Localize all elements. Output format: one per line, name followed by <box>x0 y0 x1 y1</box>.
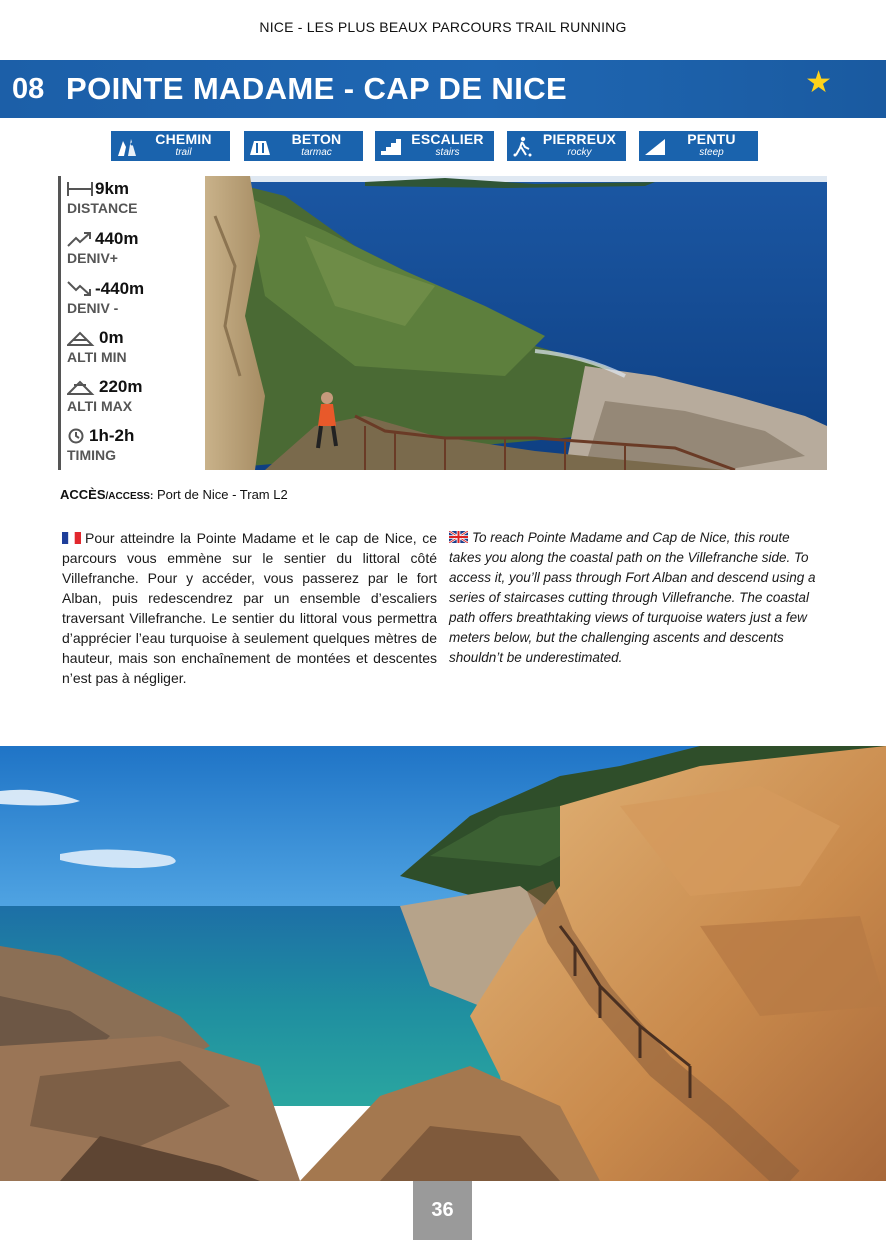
stat-distance <box>67 178 191 217</box>
stat-caption: ALTI MAX <box>67 398 133 414</box>
stat-timing <box>67 425 191 464</box>
rocky-icon <box>511 135 535 157</box>
stat-altitude-min <box>67 327 191 366</box>
description-en-text: To reach Pointe Madame and Cap de Nice, this route takes you along the coastal path on the Villefranche side. To access it, you’ll pass through Fort Alban and descend using a series of staircases cutting through Villefranche. The coastal path offers breathtaking views of turquoise waters just a few meters below, but the challenging ascents and descents shouldn’t be underestimated. <box>449 530 816 665</box>
access-label-en: /ACCESS: <box>105 491 154 502</box>
steep-icon <box>643 135 667 157</box>
coastal-trail-photo <box>205 176 827 470</box>
terrain-label: ESCALIER <box>411 131 484 147</box>
stat-value: -440m <box>95 279 145 298</box>
terrain-sublabel: rocky <box>567 147 592 158</box>
terrain-sublabel: steep <box>699 147 724 158</box>
stat-value: 220m <box>99 377 143 396</box>
stat-caption: DENIV - <box>67 300 119 316</box>
terrain-sublabel: tarmac <box>301 147 332 158</box>
stat-caption: DISTANCE <box>67 200 138 216</box>
ascent-icon <box>67 231 93 247</box>
tarmac-icon <box>248 135 272 157</box>
terrain-label: BETON <box>291 131 342 147</box>
stat-value: 9km <box>95 179 130 198</box>
stairs-icon <box>379 135 403 157</box>
terrain-label: PENTU <box>687 131 736 147</box>
route-number: 08 <box>12 73 45 105</box>
running-header: NICE - LES PLUS BEAUX PARCOURS TRAIL RUNNING <box>259 19 627 35</box>
terrain-badge-chemin <box>111 131 230 161</box>
stat-altitude-max <box>67 376 191 415</box>
description-fr <box>62 528 437 688</box>
clock-icon <box>67 428 87 444</box>
stat-ascent <box>67 228 191 267</box>
stat-caption: TIMING <box>67 447 116 463</box>
terrain-sublabel: stairs <box>435 147 460 158</box>
stat-caption: ALTI MIN <box>67 349 127 365</box>
french-flag-icon <box>62 532 81 544</box>
trail-icon <box>115 135 139 157</box>
terrain-badge-beton <box>244 131 363 161</box>
coastal-path-photo <box>0 746 886 1181</box>
stat-value: 440m <box>95 229 139 248</box>
route-stats <box>58 176 190 470</box>
stat-caption: DENIV+ <box>67 250 118 266</box>
terrain-badge-pentu <box>639 131 758 161</box>
access-label <box>60 487 153 502</box>
altitude-max-icon <box>67 379 97 395</box>
terrain-badge-pierreux <box>507 131 626 161</box>
page-number: 36 <box>413 1181 472 1240</box>
uk-flag-icon <box>449 531 468 543</box>
altitude-min-icon <box>67 330 97 346</box>
description-en <box>449 528 821 668</box>
route-title: POINTE MADAME - CAP DE NICE <box>66 71 568 106</box>
terrain-badges <box>111 131 761 161</box>
stat-value: 1h-2h <box>89 426 135 445</box>
stat-descent <box>67 278 191 317</box>
descent-icon <box>67 281 93 297</box>
description-fr-text: Pour atteindre la Pointe Madame et le cap de Nice, ce parcours vous emmène sur le sentier du littoral côté Villefranche. Pour y accéder, vous passerez par le fort Alban, puis redescendrez par un ensemble d’escaliers traversant Villefranche. Le sentier du littoral vous permettra d’apprécier l’eau turquoise à seulement quelques mètres de hauteur, mais son enchaînement de montées et descentes n’est pas à négliger. <box>62 530 437 686</box>
access-label-fr: ACCÈS <box>60 487 106 502</box>
terrain-label: CHEMIN <box>155 131 212 147</box>
star-icon: ★ <box>805 66 832 99</box>
access-value: Port de Nice - Tram L2 <box>156 487 288 502</box>
terrain-label: PIERREUX <box>542 131 617 147</box>
stat-value: 0m <box>99 328 124 347</box>
distance-icon <box>67 181 93 197</box>
terrain-badge-escalier <box>375 131 494 161</box>
terrain-sublabel: trail <box>175 147 192 158</box>
access-info <box>60 487 288 502</box>
route-title-band <box>0 60 886 118</box>
